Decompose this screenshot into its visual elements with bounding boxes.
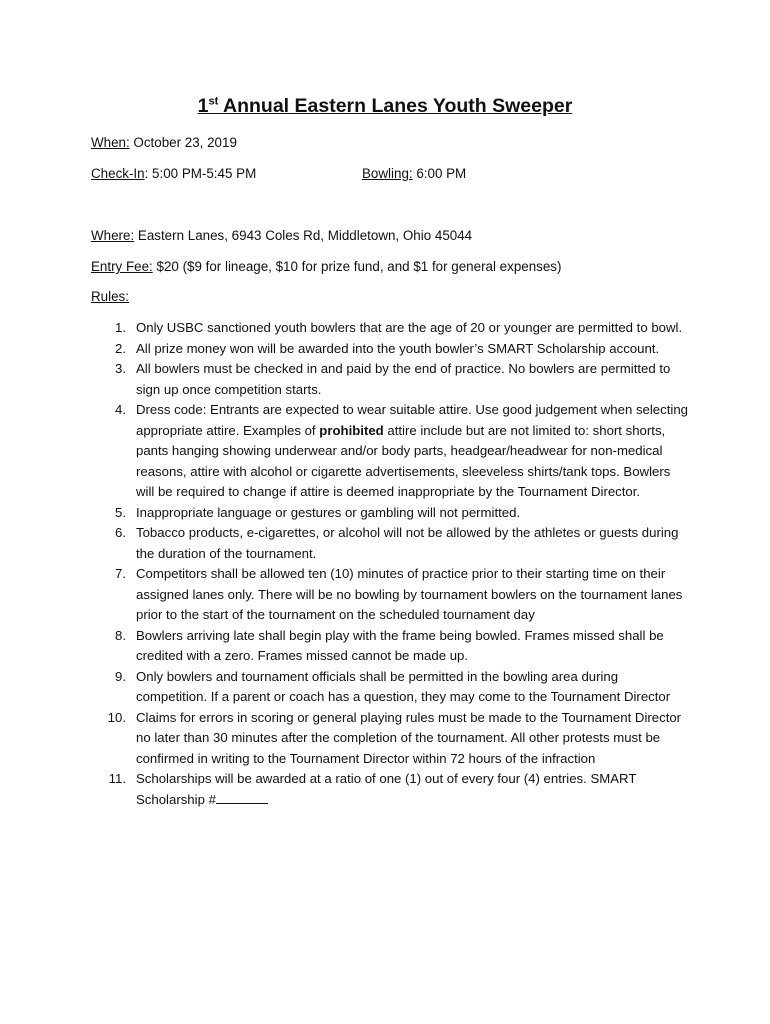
- rule-number: 3.: [115, 361, 126, 376]
- rule-item: [91, 564, 691, 626]
- rule-number: 1.: [115, 320, 126, 335]
- rule-item: [91, 318, 691, 339]
- rule-text: Claims for errors in scoring or general playing rules must be made to the Tournament Director no later than 30 minutes after the completion of the tournament. All other protests must be confirmed in writing to the Tournament Director within 72 hours of the infraction: [136, 709, 682, 766]
- rule-number: 7.: [115, 566, 126, 581]
- checkin-label: Check-In: [91, 166, 145, 181]
- rule-text: Inappropriate language or gestures or gambling will not permitted.: [136, 504, 521, 520]
- rule-item: [91, 523, 691, 564]
- checkin-line: [91, 166, 256, 181]
- checkin-value: : 5:00 PM-5:45 PM: [144, 166, 257, 181]
- rule-item: [91, 769, 691, 810]
- rule-text: Only bowlers and tournament officials shall be permitted in the bowling area during competition. If a parent or coach has a question, they may come to the Tournament Director: [136, 668, 671, 704]
- rule-number: 11.: [108, 771, 126, 786]
- rule-item: [91, 339, 691, 360]
- document-title: [0, 95, 770, 118]
- rule-item: [91, 626, 691, 667]
- rule-number: 10.: [107, 709, 126, 725]
- scholarship-number-blank[interactable]: [216, 791, 268, 804]
- bowling-line: [362, 166, 466, 181]
- when-value: October 23, 2019: [129, 135, 237, 150]
- rules-heading: [91, 289, 129, 304]
- rule-text: Bowlers arriving late shall begin play with the frame being bowled. Frames missed shall be credited with a zero. Frames missed cannot be made up.: [136, 627, 664, 663]
- rule-number: 6.: [115, 525, 126, 540]
- rule-item: [91, 667, 691, 708]
- rule-number: 9.: [115, 668, 126, 684]
- rule-item: [91, 400, 691, 503]
- rule-text: attire include but are not limited to: short shorts, pants hanging showing underwear and/or body parts, headgear/headwear for non-medical reasons, attire with alcohol or cigarette advertisements, sleeveless shirts/tank tops. Bowlers will be required to change if attire is deemed inappropriate by the Tournament Director.: [136, 422, 671, 499]
- rule-text: Only USBC sanctioned youth bowlers that are the age of 20 or younger are permitted to bowl.: [136, 320, 683, 335]
- rule-text: Scholarships will be awarded at a ratio of one (1) out of every four (4) entries. SMART Scholarship #: [136, 771, 637, 807]
- where-value: Eastern Lanes, 6943 Coles Rd, Middletown, Ohio 45044: [134, 228, 473, 243]
- rules-list: [91, 318, 691, 810]
- rule-text: All prize money won will be awarded into the youth bowler’s SMART Scholarship account.: [136, 340, 660, 356]
- entry-fee-value: $20 ($9 for lineage, $10 for prize fund, and $1 for general expenses): [152, 259, 562, 274]
- bowling-label: Bowling:: [362, 166, 413, 181]
- rule-text: Dress code: Entrants are expected to wear suitable attire. Use good judgement when selecting appropriate attire. Examples of: [136, 402, 688, 438]
- rule-text: All bowlers must be checked in and paid by the end of practice. No bowlers are permitted to sign up once competition starts.: [136, 361, 671, 397]
- entry-fee-line: [91, 259, 561, 274]
- rule-number: 5.: [115, 504, 126, 520]
- where-label: Where:: [91, 228, 135, 243]
- where-line: [91, 228, 472, 243]
- rule-number: 8.: [115, 627, 126, 643]
- rule-text: Competitors shall be allowed ten (10) minutes of practice prior to their starting time on their assigned lanes only. There will be no bowling by tournament bowlers on the tournament lanes prior to the start of the tournament on the scheduled tournament day: [136, 566, 683, 622]
- rule-number: 4.: [115, 402, 126, 417]
- entry-fee-label: Entry Fee:: [91, 259, 153, 274]
- rule-text-bold: prohibited: [319, 422, 384, 438]
- rule-item: [91, 503, 691, 524]
- title-ordinal-suffix: st: [208, 95, 219, 108]
- when-line: [91, 135, 237, 150]
- rule-item: [91, 708, 691, 770]
- title-text: Annual Eastern Lanes Youth Sweeper: [223, 95, 573, 117]
- rule-number: 2.: [115, 340, 126, 356]
- when-label: When:: [91, 135, 130, 150]
- bowling-value: 6:00 PM: [412, 166, 467, 181]
- rules-label: Rules:: [91, 289, 129, 304]
- rule-item: [91, 359, 691, 400]
- title-ordinal: 1: [197, 95, 209, 117]
- rule-text: Tobacco products, e-cigarettes, or alcohol will not be allowed by the athletes or guests during the duration of the tournament.: [136, 525, 679, 561]
